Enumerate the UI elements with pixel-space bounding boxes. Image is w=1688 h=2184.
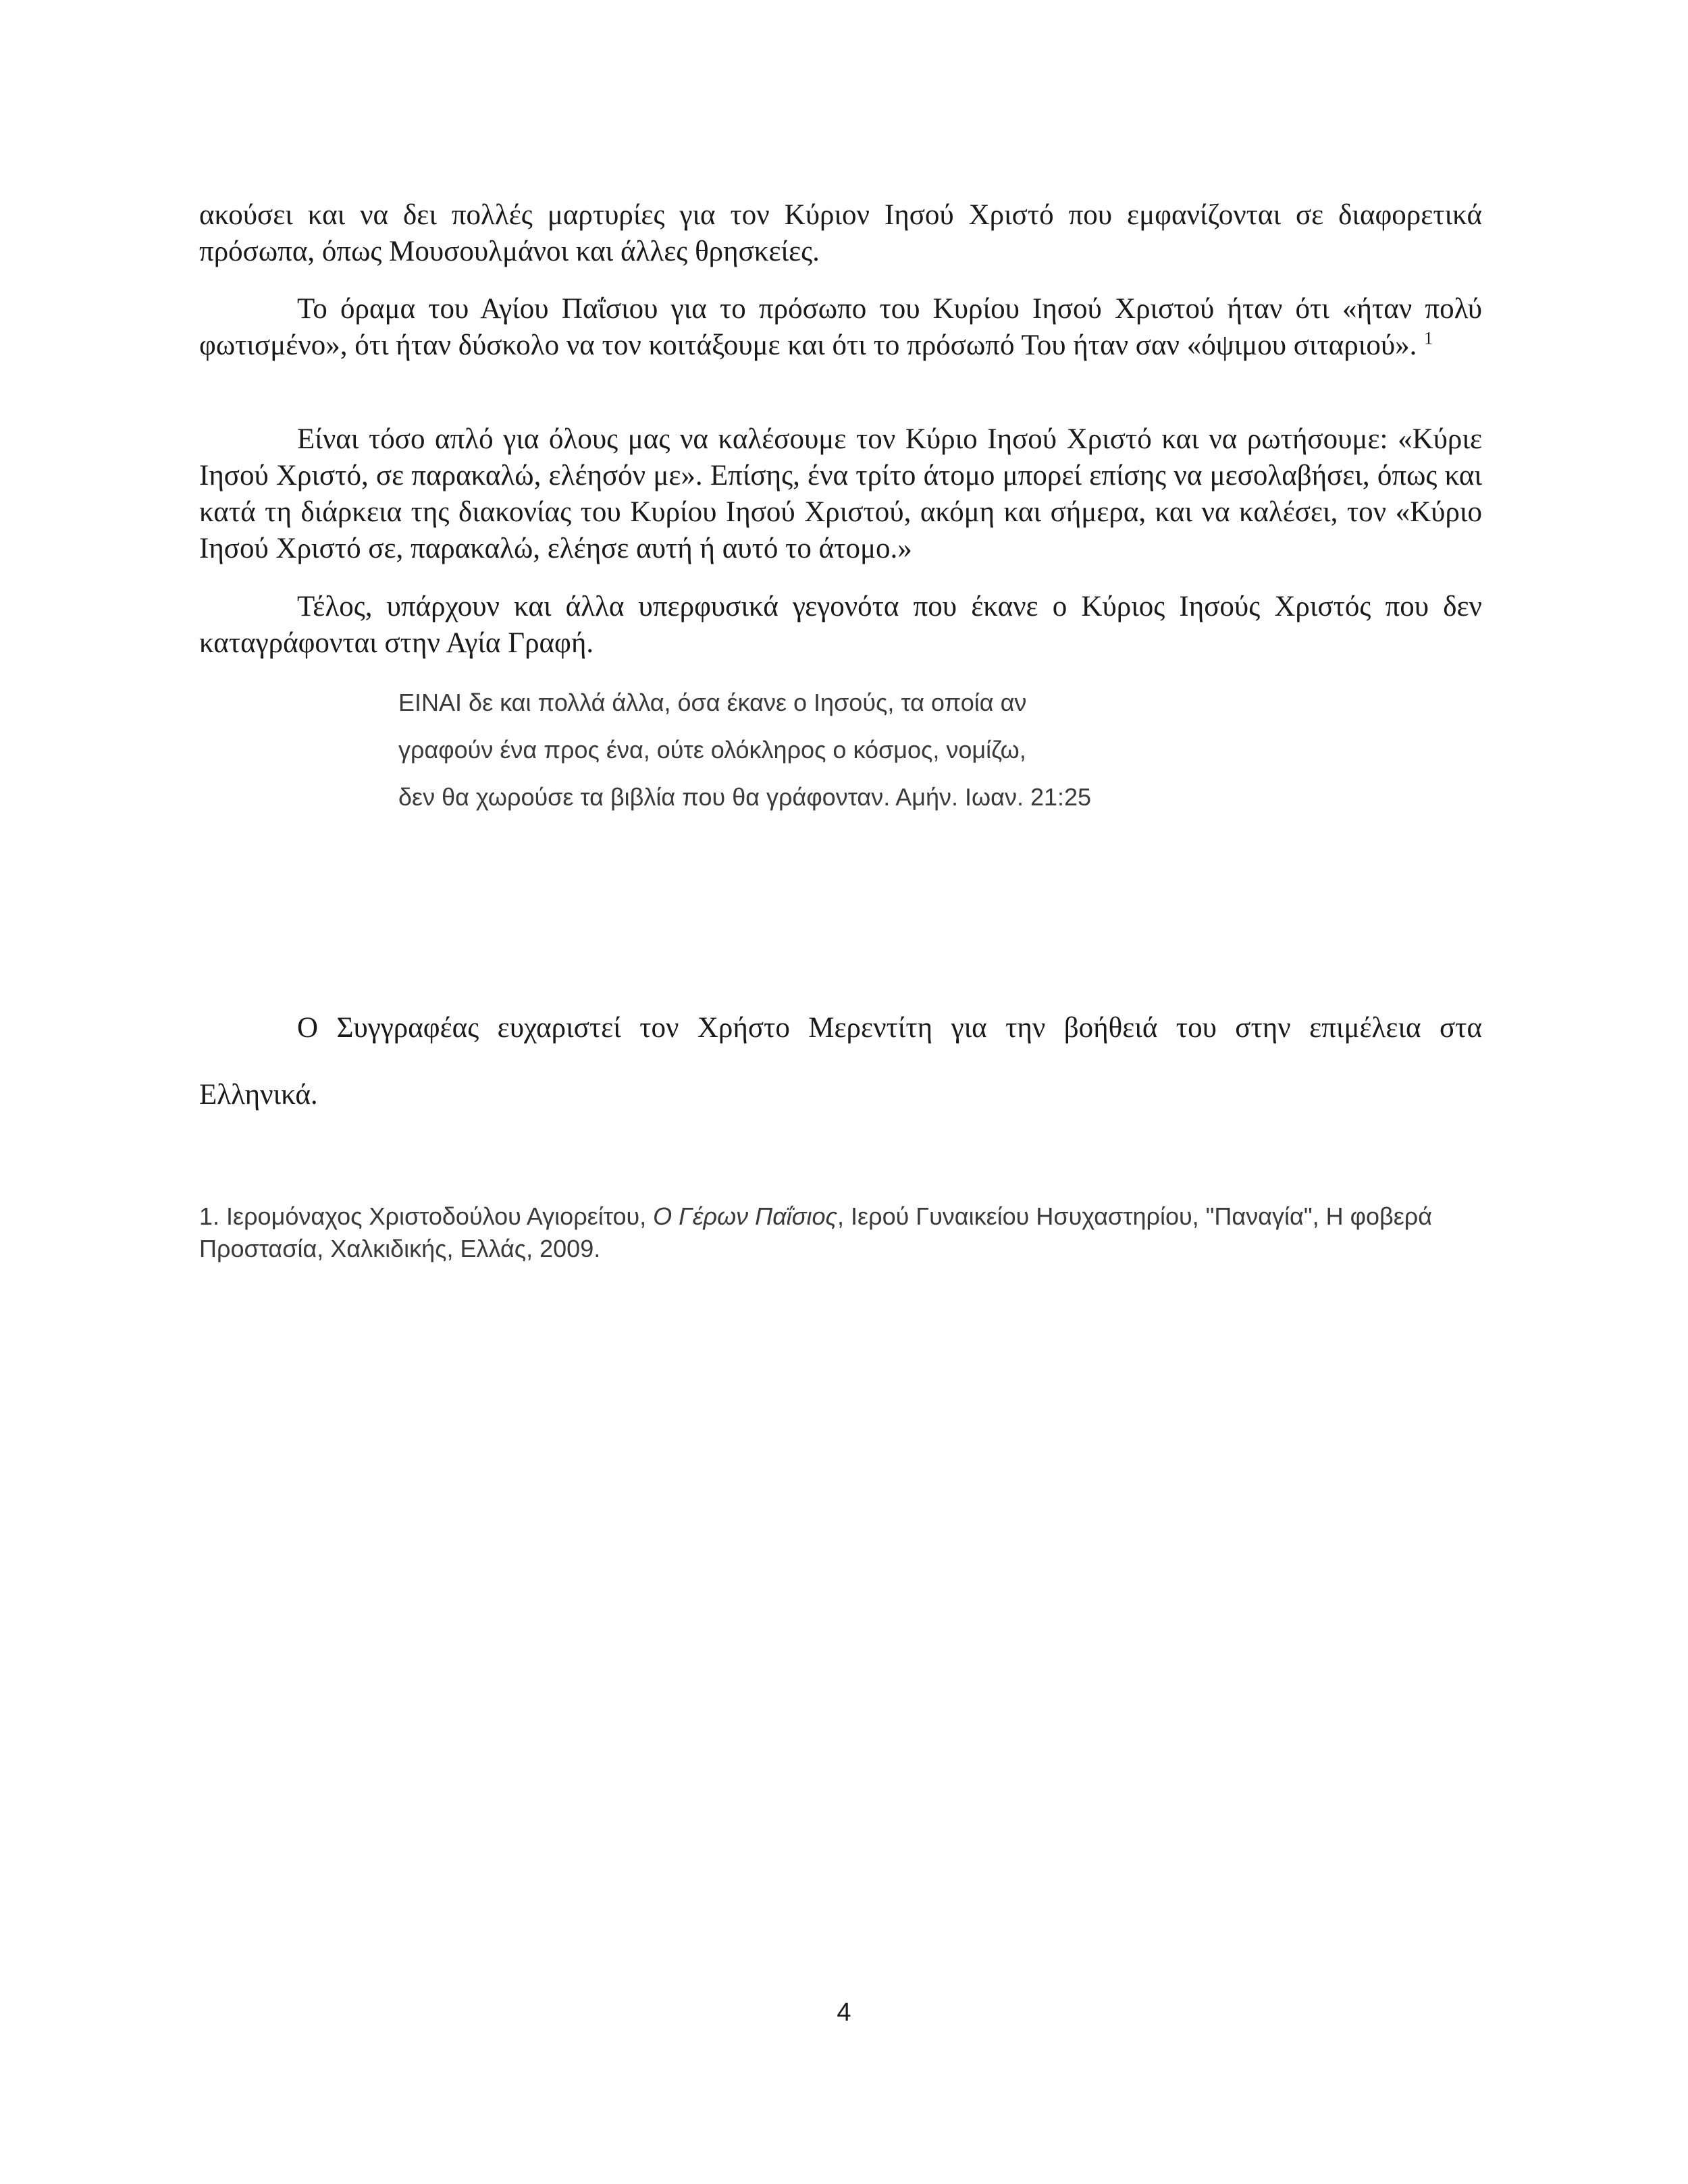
page-number: 4 [837,1998,851,2027]
paragraph-text: Το όραμα του Αγίου Παΐσιου για το πρόσωπο του Κυρίου Ιησού Χριστού ήταν ότι «ήταν πολύ φωτισμένο», ότι ήταν δύσκολο να τον κοιτάξουμε και ότι το πρόσωπό Του ήταν σαν «όψιμου σιταριού». [199,293,1482,361]
scripture-quote-line: γραφούν ένα προς ένα, ούτε ολόκληρος ο κόσμος, νομίζω, [398,736,1026,764]
paragraph-continuation [199,197,1482,270]
footnote-reference: 1 [1424,328,1433,348]
paragraph-text: Είναι τόσο απλό για όλους μας να καλέσουμε τον Κύριο Ιησού Χριστό και να ρωτήσουμε: «Κύριε Ιησού Χριστό, σε παρακαλώ, ελέησόν με». Επίσης, ένα τρίτο άτομο μπορεί επίσης να μεσολαβήσει, όπως και κατά τη διάρκεια της διακονίας του Κυρίου Ιησού Χριστού, ακόμη και σήμερα, και να καλέσει, τον «Κύριο Ιησού Χριστό σε, παρακαλώ, ελέησε αυτή ή αυτό το άτομο.» [199,423,1482,564]
footnote-book-title: Ο Γέρων Παΐσιος [653,1202,838,1230]
paragraph-supernatural-events [199,589,1482,662]
scripture-quote-line: ΕΙΝΑΙ δε και πολλά άλλα, όσα έκανε ο Ιησούς, τα οποία αν [398,689,1027,716]
acknowledgement-line: Ελληνικά. [199,1079,318,1111]
footnote-suffix: , Ιερού Γυναικείου Ησυχαστηρίου, "Παναγία", Η φοβερά Προστασία, Χαλκιδικής, Ελλάς, 2009. [199,1202,1433,1262]
paragraph-text: ακούσει και να δει πολλές μαρτυρίες για τον Κύριον Ιησού Χριστό που εμφανίζονται σε διαφορετικά πρόσωπα, όπως Μουσουλμάνοι και άλλες θρησκείες. [199,199,1482,267]
paragraph-prayer [199,421,1482,567]
scripture-quote-line: δεν θα χωρούσε τα βιβλία που θα γράφονταν. Αμήν. Ιωαν. 21:25 [398,783,1092,811]
acknowledgement-line: Ο Συγγραφέας ευχαριστεί τον Χρήστο Μερεντίτη για την βοήθειά του στην επιμέλεια στα [297,1012,1482,1044]
paragraph-text: Τέλος, υπάρχουν και άλλα υπερφυσικά γεγονότα που έκανε ο Κύριος Ιησούς Χριστός που δεν καταγράφονται στην Αγία Γραφή. [199,591,1482,659]
paragraph-paisios-vision [199,291,1482,364]
footnote [199,1200,1489,1265]
footnote-prefix: 1. Ιερομόναχος Χριστοδούλου Αγιορείτου, [199,1202,654,1230]
